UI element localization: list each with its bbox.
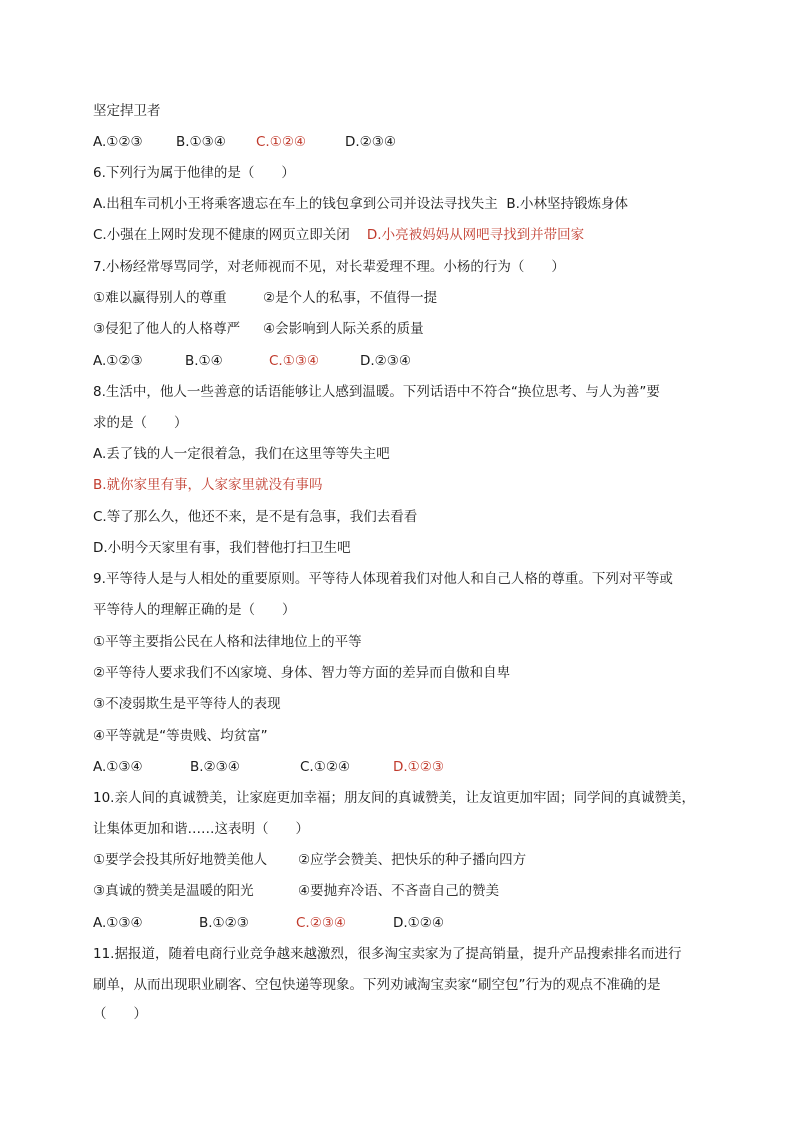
- q10-statement-1: ①要学会投其所好地赞美他人: [93, 852, 268, 868]
- q7-option-c: C.①③④: [269, 353, 320, 369]
- q5-option-c: C.①②④: [256, 134, 307, 150]
- q6-option-a: A.出租车司机小王将乘客遗忘在车上的钱包拿到公司并设法寻找失主: [93, 196, 498, 212]
- q5-options: [93, 132, 396, 152]
- q10-option-b: B.①②③: [199, 915, 249, 931]
- q6-option-d: D.小亮被妈妈从网吧寻找到并带回家: [366, 227, 585, 243]
- q8-option-a: A.丢了钱的人一定很着急，我们在这里等等失主吧: [93, 446, 390, 462]
- q7-statement-1: ①难以赢得别人的尊重: [93, 290, 227, 306]
- q10-stem-line1: 10.亲人间的真诚赞美，让家庭更加幸福；朋友间的真诚赞美，让友谊更加牢固；同学间的真诚赞美，: [93, 790, 695, 806]
- q6-option-c: C.小强在上网时发现不健康的网页立即关闭: [93, 227, 350, 243]
- q6-options-cd: [93, 225, 584, 245]
- q7-stem: 7.小杨经常辱骂同学，对老师视而不见，对长辈爱理不理。小杨的行为（ ）: [93, 259, 565, 275]
- q5-continuation: 坚定捍卫者: [93, 103, 161, 119]
- q5-option-d: D.②③④: [345, 134, 396, 150]
- q6-stem: 6.下列行为属于他律的是（ ）: [93, 165, 295, 181]
- q9-statement-2: ②平等待人要求我们不凶家境、身体、智力等方面的差异而自傲和自卑: [93, 665, 511, 681]
- q9-statement-1: ①平等主要指公民在人格和法律地位上的平等: [93, 634, 362, 650]
- q10-option-a: A.①③④: [93, 915, 143, 931]
- q9-stem-line1: 9.平等待人是与人相处的重要原则。平等待人体现着我们对他人和自己人格的尊重。下列对平等或: [93, 571, 673, 587]
- q11-stem-line3: （ ）: [93, 1006, 147, 1022]
- q6-options-ab: [93, 194, 628, 214]
- q9-option-c: C.①②④: [300, 759, 351, 775]
- q9-stem-line2: 平等待人的理解正确的是（ ）: [93, 602, 296, 618]
- q8-option-c: C.等了那么久，他还不来，是不是有急事，我们去看看: [93, 509, 418, 525]
- q9-option-d: D.①②③: [393, 759, 444, 775]
- q9-option-a: A.①③④: [93, 759, 143, 775]
- q11-stem-line1: 11.据报道，随着电商行业竞争越来越激烈，很多淘宝卖家为了提高销量，提升产品搜索排名而进行: [93, 946, 682, 962]
- q7-options: [93, 351, 411, 371]
- q7-statement-2: ②是个人的私事，不值得一提: [263, 290, 438, 306]
- q10-statement-2: ②应学会赞美、把快乐的种子播向四方: [298, 852, 527, 868]
- q8-stem-line1: 8.生活中，他人一些善意的话语能够让人感到温暖。下列话语中不符合“换位思考、与人为善”要: [93, 384, 660, 400]
- q9-statement-4: ④平等就是“等贵贱、均贫富”: [93, 728, 268, 744]
- q10-option-c: C.②③④: [296, 915, 347, 931]
- q9-options: [93, 757, 444, 777]
- q8-option-d: D.小明今天家里有事，我们替他打扫卫生吧: [93, 540, 351, 556]
- q10-options: [93, 913, 444, 933]
- q9-statement-3: ③不凌弱欺生是平等待人的表现: [93, 696, 281, 712]
- q8-stem-line2: 求的是（ ）: [93, 415, 188, 431]
- q7-statements-34: [93, 319, 424, 339]
- q10-stem-line2: 让集体更加和谐……这表明（ ）: [93, 821, 309, 837]
- q5-option-b: B.①③④: [176, 134, 226, 150]
- q7-statements-12: [93, 288, 437, 308]
- q7-statement-4: ④会影响到人际关系的质量: [263, 321, 424, 337]
- q11-stem-line2: 刷单，从而出现职业刷客、空包快递等现象。下列劝诫淘宝卖家“刷空包”行为的观点不准确的是: [93, 977, 661, 993]
- q10-statement-3: ③真诚的赞美是温暖的阳光: [93, 883, 254, 899]
- q5-option-a: A.①②③: [93, 134, 143, 150]
- q10-option-d: D.①②④: [393, 915, 444, 931]
- q7-option-b: B.①④: [185, 353, 223, 369]
- q7-option-d: D.②③④: [360, 353, 411, 369]
- q8-option-b: B.就你家里有事，人家家里就没有事吗: [93, 477, 323, 493]
- q10-statement-4: ④要抛弃冷语、不吝啬自己的赞美: [298, 883, 500, 899]
- q7-statement-3: ③侵犯了他人的人格尊严: [93, 321, 241, 337]
- q7-option-a: A.①②③: [93, 353, 143, 369]
- q10-statements-34: [93, 881, 499, 901]
- q9-option-b: B.②③④: [190, 759, 240, 775]
- q10-statements-12: [93, 850, 526, 870]
- q6-option-b: B.小林坚持锻炼身体: [506, 196, 628, 212]
